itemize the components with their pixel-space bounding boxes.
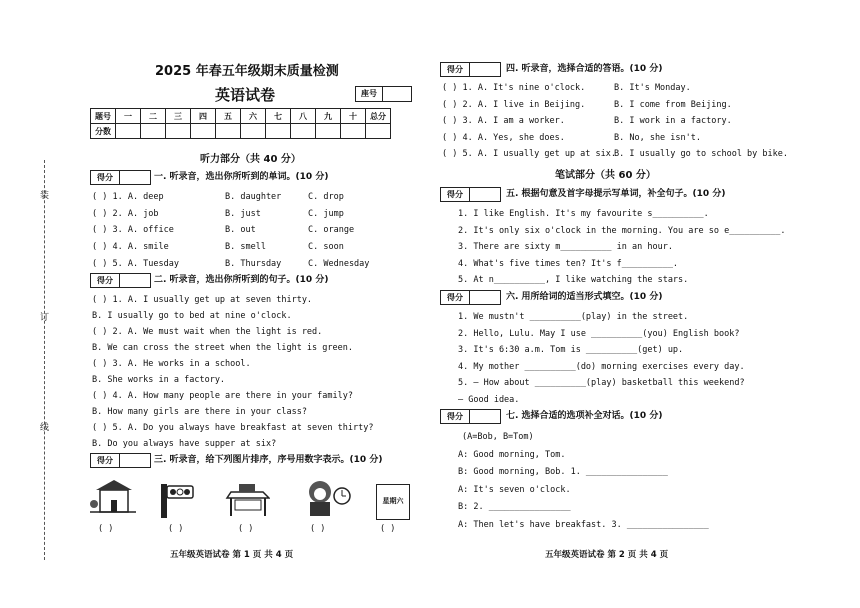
score-header: 四 <box>191 109 216 124</box>
defen-label: 得分 <box>90 170 120 185</box>
exam-title: 2025 年春五年级期末质量检测 <box>155 64 339 79</box>
score-header: 一 <box>116 109 141 124</box>
option-b: B. It's Monday. <box>614 83 691 93</box>
order-blank[interactable]: ( ) <box>98 524 114 534</box>
defen-label: 得分 <box>440 290 470 305</box>
score-input[interactable] <box>119 273 151 288</box>
score-cell[interactable] <box>166 124 191 139</box>
sentence-option[interactable]: ( ) 3. A. He works in a school. <box>92 359 251 369</box>
defen-label: 得分 <box>440 187 470 202</box>
score-input[interactable] <box>469 290 501 305</box>
sentence-option[interactable]: ( ) 2. A. We must wait when the light is red. <box>92 327 323 337</box>
fill-sentence[interactable]: 5. At n__________, I like watching the stars. <box>458 275 689 285</box>
fill-sentence[interactable]: 2. Hello, Lulu. May I use __________(you) English book? <box>458 328 740 339</box>
section-4-header <box>440 62 760 76</box>
sentence-option: B. How many girls are there in your class? <box>92 407 307 417</box>
score-value-row <box>91 124 391 139</box>
score-row-label: 分数 <box>91 124 116 139</box>
option-b: B. daughter <box>225 192 282 202</box>
fill-sentence[interactable]: 3. There are sixty m__________ in an hour. <box>458 242 673 252</box>
order-blank[interactable]: ( ) <box>238 524 254 534</box>
fill-sentence[interactable]: 4. What's five times ten? It's f__________. <box>458 258 679 269</box>
section-heading: 三. 听录音，给下列图片排序，序号用数字表示。(10 分) <box>154 455 383 465</box>
seat-label: 座号 <box>355 86 383 102</box>
sentence-option: B. She works in a factory. <box>92 375 226 385</box>
order-blank[interactable]: ( ) <box>310 524 326 534</box>
option-c: C. soon <box>308 242 344 253</box>
question-item[interactable]: ( ) 3. A. I am a worker. <box>442 116 565 126</box>
score-header-row <box>91 109 391 124</box>
score-cell[interactable] <box>216 124 241 139</box>
order-blank[interactable]: ( ) <box>380 524 396 534</box>
option-c: C. drop <box>308 192 344 202</box>
section-heading: 四. 听录音，选择合适的答语。(10 分) <box>506 64 663 74</box>
listening-title: 听力部分（共 40 分） <box>200 154 301 165</box>
option-c: C. jump <box>308 208 344 219</box>
score-input[interactable] <box>469 409 501 424</box>
fill-sentence[interactable]: 4. My mother __________(do) morning exercises every day. <box>458 361 745 372</box>
binding-line <box>44 160 55 560</box>
dialog-line[interactable]: A: Good morning, Tom. <box>458 449 566 460</box>
exam-subtitle: 英语试卷 <box>215 86 276 104</box>
section-5-header <box>440 187 770 201</box>
dialog-line: (A=Bob, B=Tom) <box>462 432 534 442</box>
score-header: 七 <box>266 109 291 124</box>
option-b: B. Thursday <box>225 258 282 269</box>
question-item[interactable]: ( ) 5. A. Tuesday <box>92 258 179 269</box>
score-cell[interactable] <box>141 124 166 139</box>
binding-char: 订 <box>40 313 50 323</box>
desk-picture <box>225 478 270 520</box>
score-header: 二 <box>141 109 166 124</box>
score-cell[interactable] <box>291 124 316 139</box>
fill-sentence[interactable]: 1. We mustn't __________(play) in the street. <box>458 312 689 322</box>
score-header: 三 <box>166 109 191 124</box>
score-table <box>90 108 391 139</box>
fill-sentence[interactable]: 5. — How about __________(play) basketball this weekend? <box>458 378 745 388</box>
score-input[interactable] <box>469 187 501 202</box>
fill-sentence[interactable]: 2. It's only six o'clock in the morning. You are so e__________. <box>458 225 786 236</box>
binding-char: 线 <box>40 423 50 433</box>
score-cell[interactable] <box>316 124 341 139</box>
score-header: 五 <box>216 109 241 124</box>
score-input[interactable] <box>119 453 151 468</box>
score-cell[interactable] <box>366 124 391 139</box>
score-cell[interactable] <box>116 124 141 139</box>
question-item[interactable]: ( ) 4. A. Yes, she does. <box>442 132 565 143</box>
section-heading: 五. 根据句意及首字母提示写单词，补全句子。(10 分) <box>506 189 726 199</box>
question-item[interactable]: ( ) 1. A. It's nine o'clock. <box>442 83 586 93</box>
section-6-header <box>440 290 770 304</box>
order-blank[interactable]: ( ) <box>168 524 184 534</box>
seat-input[interactable] <box>382 86 412 102</box>
section-heading: 六. 用所给词的适当形式填空。(10 分) <box>506 292 663 302</box>
dialog-line[interactable]: A: Then let's have breakfast. 3. ________________ <box>458 519 709 530</box>
writing-title: 笔试部分（共 60 分） <box>555 170 656 181</box>
option-b: B. just <box>225 208 261 219</box>
question-item[interactable]: ( ) 3. A. office <box>92 225 174 236</box>
score-cell[interactable] <box>191 124 216 139</box>
binding-char: 装 <box>40 191 50 201</box>
section-3-header <box>90 453 410 467</box>
boy-clock-picture <box>302 476 352 520</box>
defen-label: 得分 <box>90 453 120 468</box>
score-header: 六 <box>241 109 266 124</box>
question-item[interactable]: ( ) 1. A. deep <box>92 192 164 202</box>
dialog-line[interactable]: A: It's seven o'clock. <box>458 484 571 495</box>
option-c: C. Wednesday <box>308 258 370 269</box>
section-1-header <box>90 170 410 184</box>
option-c: C. orange <box>308 225 355 236</box>
score-cell[interactable] <box>266 124 291 139</box>
footer-left: 五年级英语试卷 第 1 页 共 4 页 <box>170 550 294 560</box>
score-header: 十 <box>341 109 366 124</box>
fill-sentence[interactable]: — Good idea. <box>458 394 520 405</box>
option-b: B. I usually go to school by bike. <box>614 149 788 159</box>
traffic-light-picture <box>158 480 198 520</box>
score-cell[interactable] <box>341 124 366 139</box>
score-header: 八 <box>291 109 316 124</box>
fill-sentence[interactable]: 3. It's 6:30 a.m. Tom is __________(get) up. <box>458 345 684 355</box>
score-header: 总分 <box>366 109 391 124</box>
score-input[interactable] <box>119 170 151 185</box>
section-2-header <box>90 273 410 287</box>
score-input[interactable] <box>469 62 501 77</box>
option-b: B. I come from Beijing. <box>614 99 732 110</box>
defen-label: 得分 <box>90 273 120 288</box>
sentence-option: B. Do you always have supper at six? <box>92 439 277 449</box>
fill-sentence[interactable]: 1. I like English. It's my favourite s__________. <box>458 209 709 219</box>
option-b: B. smell <box>225 242 266 253</box>
score-cell[interactable] <box>241 124 266 139</box>
dialog-line[interactable]: B: 2. ________________ <box>458 502 571 512</box>
option-b: B. out <box>225 225 256 236</box>
defen-label: 得分 <box>440 409 470 424</box>
option-b: B. I work in a factory. <box>614 116 732 126</box>
calendar-text: 星期六 <box>382 497 404 505</box>
question-item[interactable]: ( ) 2. A. I live in Beijing. <box>442 99 586 110</box>
school-picture <box>88 478 138 518</box>
score-header: 题号 <box>91 109 116 124</box>
calendar-picture <box>376 484 410 520</box>
defen-label: 得分 <box>440 62 470 77</box>
sentence-option[interactable]: ( ) 4. A. How many people are there in your family? <box>92 391 353 401</box>
section-heading: 二. 听录音，选出你所听到的句子。(10 分) <box>154 275 329 285</box>
question-item[interactable]: ( ) 4. A. smile <box>92 242 169 253</box>
sentence-option[interactable]: ( ) 5. A. Do you always have breakfast at seven thirty? <box>92 423 374 433</box>
option-b: B. No, she isn't. <box>614 132 701 143</box>
question-item[interactable]: ( ) 2. A. job <box>92 208 159 219</box>
footer-right: 五年级英语试卷 第 2 页 共 4 页 <box>545 550 669 560</box>
section-heading: 一. 听录音，选出你所听到的单词。(10 分) <box>154 172 329 182</box>
score-header: 九 <box>316 109 341 124</box>
sentence-option: B. I usually go to bed at nine o'clock. <box>92 311 292 321</box>
section-heading: 七. 选择合适的选项补全对话。(10 分) <box>506 411 663 421</box>
section-7-header <box>440 409 770 423</box>
dialog-line[interactable]: B: Good morning, Bob. 1. ________________ <box>458 467 668 477</box>
sentence-option: B. We can cross the street when the light is green. <box>92 343 353 353</box>
sentence-option[interactable]: ( ) 1. A. I usually get up at seven thirty. <box>92 295 313 305</box>
question-item[interactable]: ( ) 5. A. I usually get up at six. <box>442 149 616 159</box>
